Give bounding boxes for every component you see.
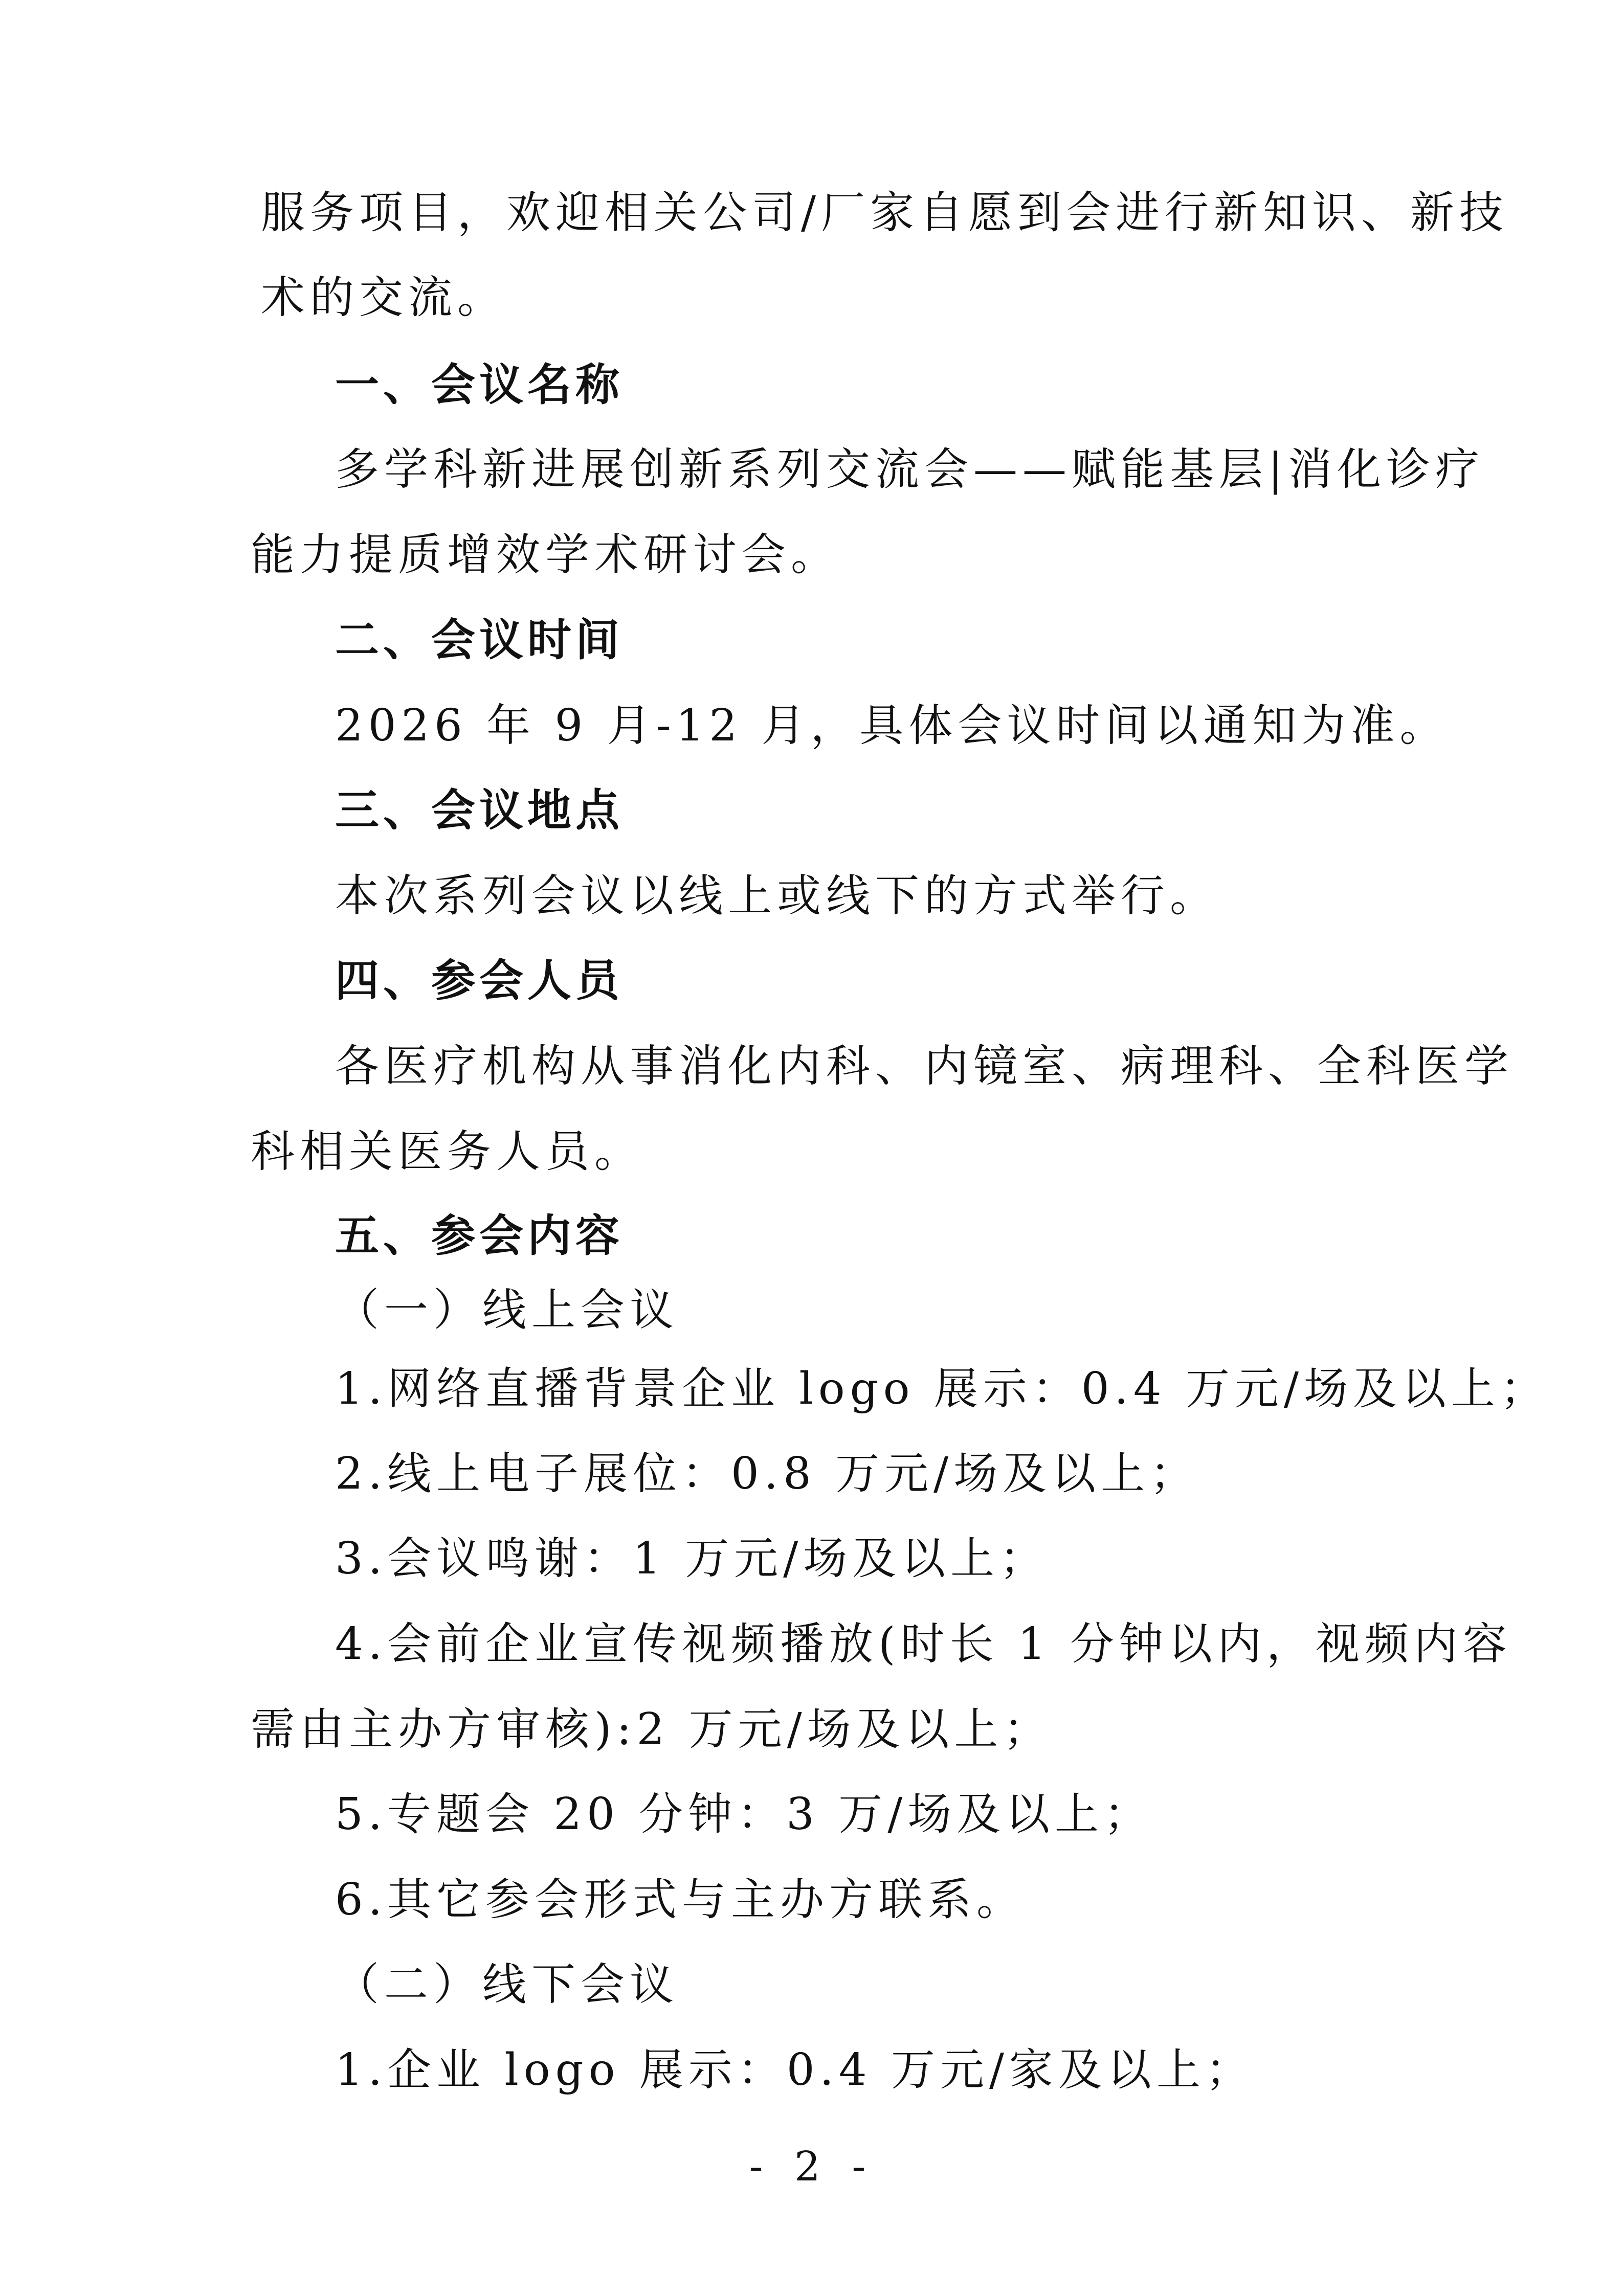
offline-meeting-title: （二）线下会议 (335, 1959, 679, 2010)
online-item-6: 6.其它参会形式与主办方联系。 (335, 1874, 1026, 1925)
intro-line-2: 术的交流。 (261, 272, 506, 323)
section-1-line-1: 多学科新进展创新系列交流会——赋能基层|消化诊疗 (335, 444, 1484, 495)
intro-line-1: 服务项目，欢迎相关公司/厂家自愿到会进行新知识、新技 (261, 187, 1508, 238)
section-2-heading: 二、会议时间 (335, 615, 624, 666)
section-1-line-2: 能力提质增效学术研讨会。 (251, 529, 840, 580)
section-4-heading: 四、参会人员 (335, 955, 624, 1006)
section-1-heading: 一、会议名称 (335, 359, 624, 411)
section-5-heading: 五、参会内容 (335, 1210, 624, 1262)
offline-item-1: 1.企业 logo 展示：0.4 万元/家及以上； (335, 2044, 1255, 2096)
online-item-1: 1.网络直播背景企业 logo 展示：0.4 万元/场及以上； (335, 1363, 1549, 1414)
page-number: - 2 - (749, 2143, 875, 2190)
online-item-3: 3.会议鸣谢：1 万元/场及以上； (335, 1533, 1049, 1584)
online-item-4-line-1: 4.会前企业宣传视频播放(时长 1 分钟以内，视频内容 (335, 1618, 1512, 1670)
section-3-heading: 三、会议地点 (335, 785, 624, 836)
section-4-line-1: 各医疗机构从事消化内科、内镜室、病理科、全科医学 (335, 1041, 1514, 1092)
online-item-2: 2.线上电子展位：0.8 万元/场及以上； (335, 1448, 1199, 1499)
online-item-5: 5.专题会 20 分钟：3 万/场及以上； (335, 1789, 1153, 1840)
section-3-line-1: 本次系列会议以线上或线下的方式举行。 (335, 870, 1219, 921)
section-2-line-1: 2026 年 9 月-12 月，具体会议时间以通知为准。 (335, 700, 1449, 751)
online-meeting-title: （一）线上会议 (335, 1285, 679, 1336)
section-4-line-2: 科相关医务人员。 (251, 1126, 643, 1177)
online-item-4-line-2: 需由主办方审核):2 万元/场及以上； (251, 1704, 1053, 1755)
